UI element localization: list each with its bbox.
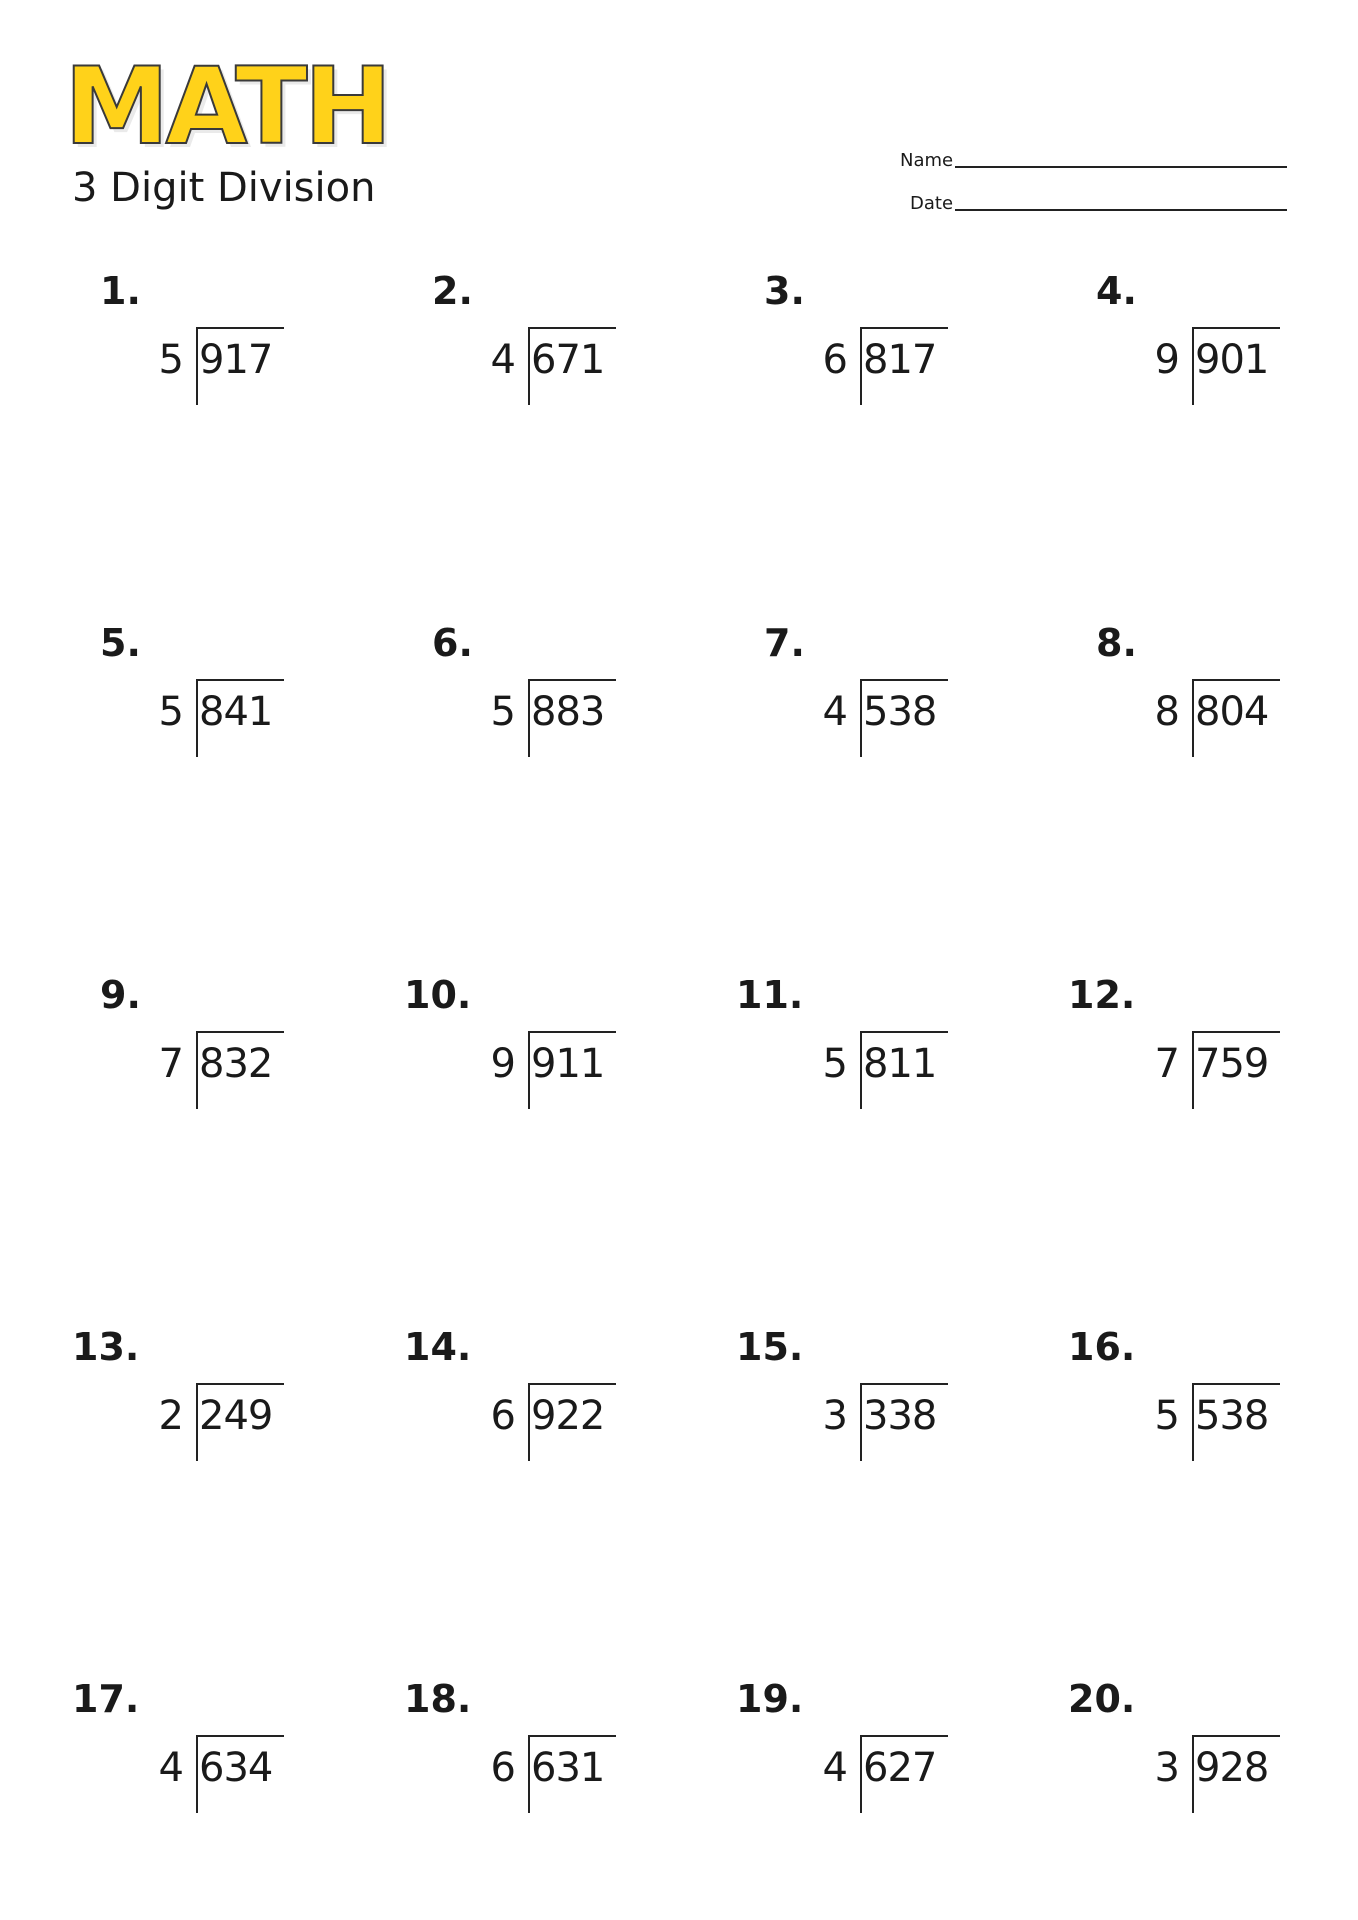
problem-number: 6.	[432, 621, 473, 665]
dividend: 249	[199, 1393, 273, 1439]
problem	[732, 1677, 1032, 1860]
problem-number: 17.	[72, 1677, 140, 1721]
problem-number: 12.	[1068, 973, 1136, 1017]
problem	[68, 621, 368, 804]
problem-number: 9.	[100, 973, 141, 1017]
problem	[732, 621, 1032, 804]
divisor: 3	[822, 1393, 848, 1439]
problem	[400, 269, 700, 452]
problem	[732, 1325, 1032, 1508]
divisor: 5	[158, 337, 184, 383]
worksheet-subtitle: 3 Digit Division	[72, 165, 376, 211]
dividend: 538	[863, 689, 937, 735]
name-field[interactable]	[900, 150, 1287, 171]
problem-number: 2.	[432, 269, 473, 313]
dividend: 631	[531, 1745, 605, 1791]
problem	[732, 269, 1032, 452]
problem	[68, 1677, 368, 1860]
problem-number: 13.	[72, 1325, 140, 1369]
problem-number: 19.	[736, 1677, 804, 1721]
problem	[68, 973, 368, 1156]
divisor: 9	[1154, 337, 1180, 383]
divisor: 4	[490, 337, 516, 383]
divisor: 5	[1154, 1393, 1180, 1439]
problem	[68, 269, 368, 452]
problem	[1064, 621, 1358, 804]
dividend: 917	[199, 337, 273, 383]
problem-number: 16.	[1068, 1325, 1136, 1369]
problem-number: 3.	[764, 269, 805, 313]
problem	[400, 973, 700, 1156]
divisor: 5	[490, 689, 516, 735]
problem	[400, 1677, 700, 1860]
divisor: 7	[1154, 1041, 1180, 1087]
problem	[1064, 1325, 1358, 1508]
dividend: 811	[863, 1041, 937, 1087]
problem	[68, 1325, 368, 1508]
divisor: 2	[158, 1393, 184, 1439]
divisor: 4	[822, 1745, 848, 1791]
date-field[interactable]	[910, 193, 1287, 214]
divisor: 5	[158, 689, 184, 735]
divisor: 5	[822, 1041, 848, 1087]
problem-number: 18.	[404, 1677, 472, 1721]
problem-number: 15.	[736, 1325, 804, 1369]
date-line[interactable]	[955, 208, 1287, 211]
dividend: 338	[863, 1393, 937, 1439]
divisor: 8	[1154, 689, 1180, 735]
problem-number: 14.	[404, 1325, 472, 1369]
dividend: 627	[863, 1745, 937, 1791]
divisor: 3	[1154, 1745, 1180, 1791]
dividend: 922	[531, 1393, 605, 1439]
problem-number: 1.	[100, 269, 141, 313]
problem-number: 8.	[1096, 621, 1137, 665]
problem-number: 20.	[1068, 1677, 1136, 1721]
problem	[732, 973, 1032, 1156]
dividend: 759	[1195, 1041, 1269, 1087]
dividend: 928	[1195, 1745, 1269, 1791]
dividend: 832	[199, 1041, 273, 1087]
problem-number: 11.	[736, 973, 804, 1017]
dividend: 538	[1195, 1393, 1269, 1439]
name-label: Name	[900, 150, 954, 171]
dividend: 804	[1195, 689, 1269, 735]
problem-number: 7.	[764, 621, 805, 665]
divisor: 9	[490, 1041, 516, 1087]
dividend: 634	[199, 1745, 273, 1791]
problem	[1064, 973, 1358, 1156]
divisor: 6	[490, 1393, 516, 1439]
problem-number: 10.	[404, 973, 472, 1017]
divisor: 6	[490, 1745, 516, 1791]
worksheet-title: MATH	[64, 45, 389, 168]
name-line[interactable]	[955, 165, 1287, 168]
dividend: 883	[531, 689, 605, 735]
problem	[400, 1325, 700, 1508]
dividend: 841	[199, 689, 273, 735]
divisor: 4	[158, 1745, 184, 1791]
problem-number: 5.	[100, 621, 141, 665]
dividend: 901	[1195, 337, 1269, 383]
problem	[1064, 269, 1358, 452]
problem-number: 4.	[1096, 269, 1137, 313]
divisor: 4	[822, 689, 848, 735]
dividend: 671	[531, 337, 605, 383]
divisor: 6	[822, 337, 848, 383]
problem	[400, 621, 700, 804]
date-label: Date	[910, 193, 954, 214]
dividend: 911	[531, 1041, 605, 1087]
problem	[1064, 1677, 1358, 1860]
dividend: 817	[863, 337, 937, 383]
divisor: 7	[158, 1041, 184, 1087]
